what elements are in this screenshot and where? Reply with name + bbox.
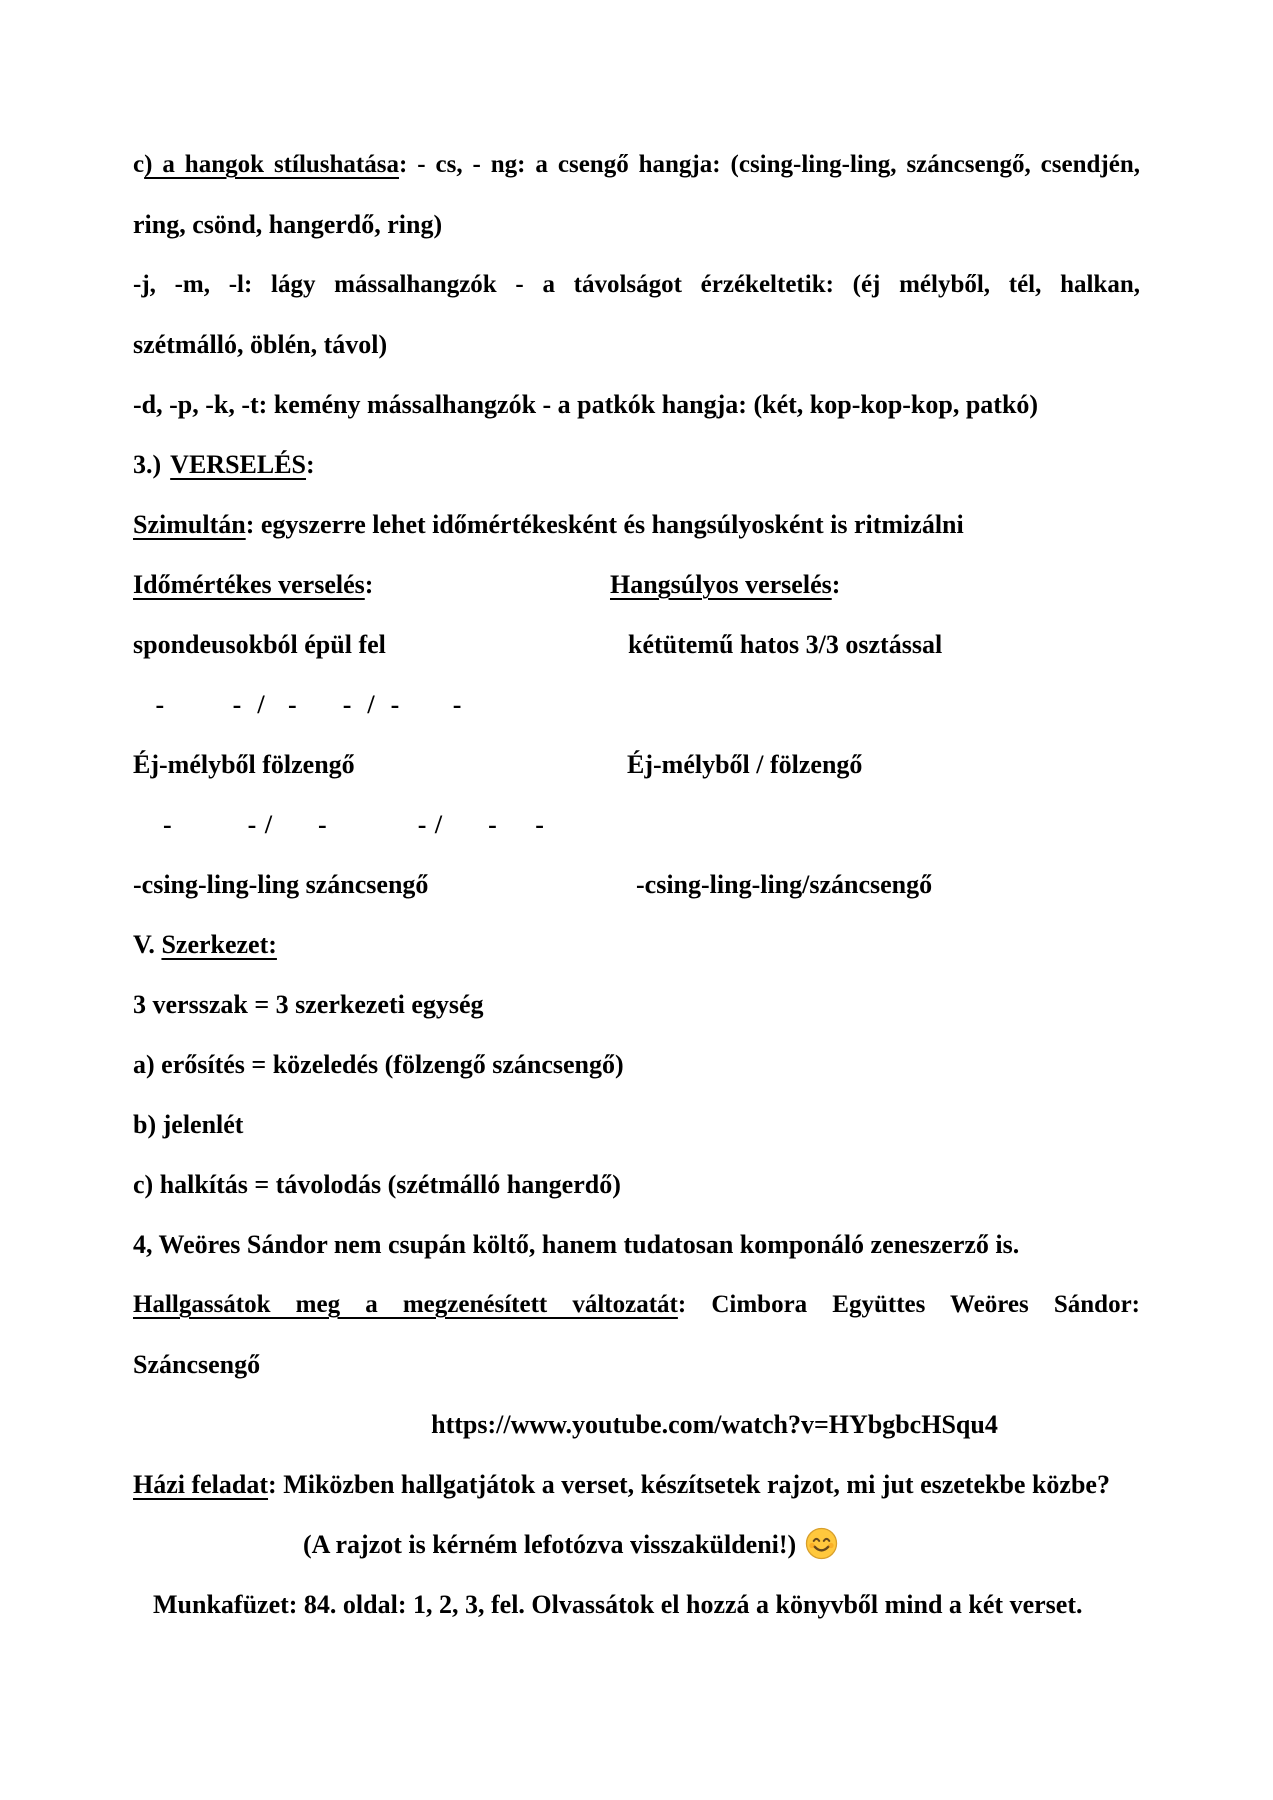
verse-section-heading bbox=[133, 435, 1140, 495]
sound-style-heading-line1 bbox=[133, 135, 1140, 195]
homework-note-text: (A rajzot is kérném lefotózva visszaküldeni!) bbox=[303, 1530, 797, 1559]
left-column-header-label: Időmértékes verselés bbox=[133, 570, 365, 599]
listen-rest: : Cimbora Együttes Weöres Sándor: bbox=[677, 1291, 1140, 1318]
right-column-header bbox=[610, 555, 840, 615]
youtube-url-text: https://www.youtube.com/watch?v=HYbgbcHSqu4 bbox=[431, 1410, 998, 1439]
left-column-verse2: -csing-ling-ling száncsengő bbox=[133, 870, 429, 899]
left-column-header bbox=[133, 570, 373, 599]
right-column-header-colon: : bbox=[831, 570, 841, 599]
soft-consonants-line1: -j, -m, -l: lágy mássalhangzók - a távolságot érzékeltetik: (éj mélyből, tél, halkan, bbox=[133, 271, 1140, 298]
verse-section-colon: : bbox=[306, 450, 315, 479]
columns-header-row bbox=[133, 555, 1140, 615]
homework-note-line bbox=[133, 1515, 1140, 1575]
verse-section-title: VERSELÉS bbox=[170, 450, 307, 479]
scansion-marks-line1: - - / - - / - - bbox=[133, 690, 463, 719]
structure-item-b: b) jelenlét bbox=[133, 1110, 244, 1139]
right-column-desc: kétütemű hatos 3/3 osztással bbox=[628, 630, 943, 659]
columns-verse1-row bbox=[133, 735, 1140, 795]
left-column-desc: spondeusokból épül fel bbox=[133, 630, 386, 659]
right-column-verse2: -csing-ling-ling/száncsengő bbox=[636, 870, 933, 899]
structure-prefix: V. bbox=[133, 930, 162, 959]
hard-consonants-line: -d, -p, -k, -t: kemény mássalhangzók - a patkók hangja: (két, kop-kop-kop, patkó) bbox=[133, 390, 1039, 419]
homework-line bbox=[133, 1455, 1140, 1515]
right-column-header-label: Hangsúlyos verselés bbox=[610, 570, 832, 599]
structure-item-a: a) erősítés = közeledés (fölzengő száncsengő) bbox=[133, 1050, 624, 1079]
scansion-marks-line2: - - / - - / - - bbox=[133, 810, 545, 839]
columns-verse2-row bbox=[133, 855, 1140, 915]
simultan-rest: : egyszerre lehet időmértékesként és hangsúlyosként is ritmizálni bbox=[245, 510, 964, 539]
composer-note-line: 4, Weöres Sándor nem csupán költő, hanem tudatosan komponáló zeneszerző is. bbox=[133, 1230, 1020, 1259]
sound-style-line1-rest: : - cs, - ng: a csengő hangja: (csing-ling-ling, száncsengő, csendjén, bbox=[398, 151, 1140, 178]
listen-line2: Száncsengő bbox=[133, 1350, 261, 1379]
sound-style-line2: ring, csönd, hangerdő, ring) bbox=[133, 210, 443, 239]
listen-underlined-label: Hallgassátok meg a megzenésített változatát bbox=[133, 1291, 678, 1318]
columns-desc-row bbox=[133, 615, 1140, 675]
structure-title: Szerkezet: bbox=[161, 930, 277, 959]
listen-heading-line1 bbox=[133, 1275, 1140, 1335]
structure-item-c: c) halkítás = távolodás (szétmálló hangerdő) bbox=[133, 1170, 621, 1199]
sound-style-prefix: c bbox=[133, 151, 145, 178]
workbook-line: Munkafüzet: 84. oldal: 1, 2, 3, fel. Olvassátok el hozzá a könyvből mind a két verset. bbox=[153, 1590, 1083, 1619]
sound-style-underlined-label: ) a hangok stílushatása bbox=[144, 151, 399, 178]
structure-line1: 3 versszak = 3 szerkezeti egység bbox=[133, 990, 484, 1019]
homework-term: Házi feladat bbox=[133, 1470, 269, 1499]
simultan-line bbox=[133, 495, 1140, 555]
homework-rest: : Miközben hallgatjátok a verset, készítsetek rajzot, mi jut eszetekbe közbe? bbox=[268, 1470, 1110, 1499]
smiling-face-with-smiling-eyes-icon bbox=[805, 1527, 838, 1560]
left-column-header-colon: : bbox=[364, 570, 374, 599]
structure-heading bbox=[133, 915, 1140, 975]
verse-section-number: 3.) bbox=[133, 450, 162, 479]
simultan-term: Szimultán bbox=[133, 510, 246, 539]
left-column-verse1: Éj-mélyből fölzengő bbox=[133, 750, 355, 779]
soft-consonants-line2: szétmálló, öblén, távol) bbox=[133, 330, 388, 359]
right-column-verse1: Éj-mélyből / fölzengő bbox=[627, 750, 863, 779]
